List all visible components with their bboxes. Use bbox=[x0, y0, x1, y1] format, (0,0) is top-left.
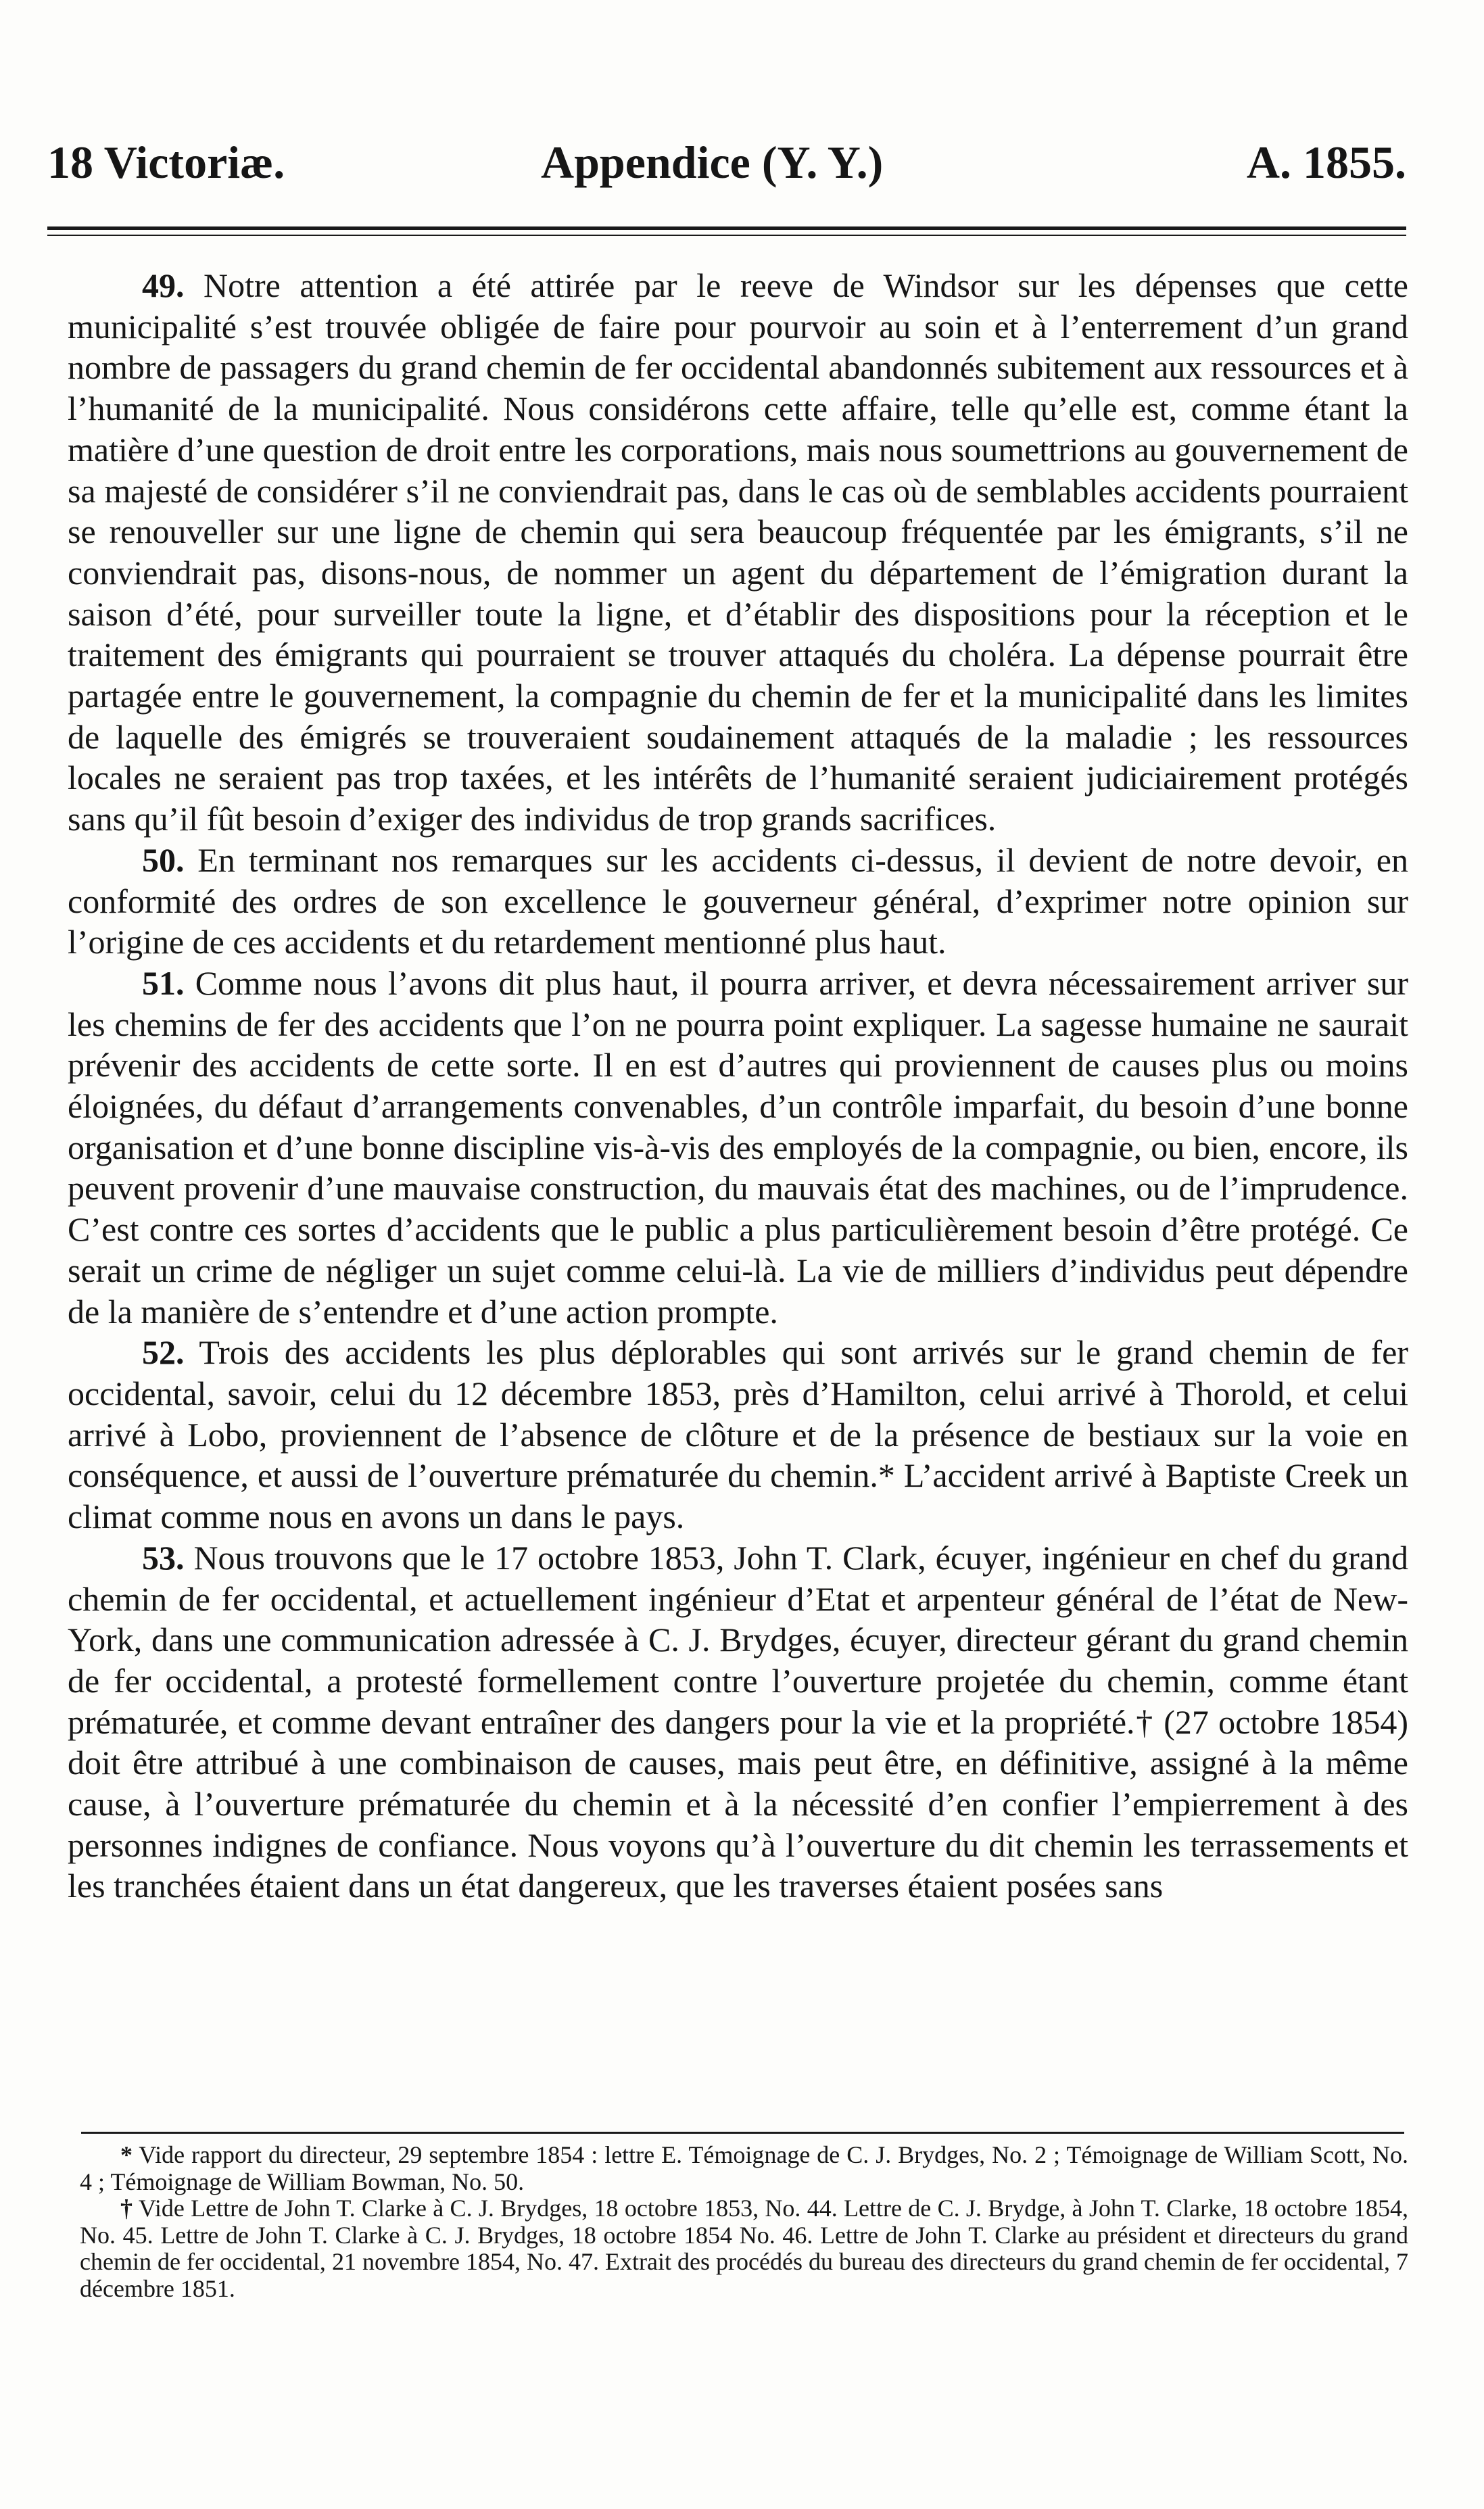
footnote-mark: † bbox=[120, 2195, 133, 2222]
paragraph-number: 51. bbox=[142, 963, 185, 1002]
header-session: 18 Victoriæ. bbox=[47, 137, 285, 188]
paragraph-50 bbox=[68, 840, 1408, 963]
paragraph-51 bbox=[68, 963, 1408, 1332]
header-double-rule bbox=[47, 226, 1406, 236]
footnote-text: Vide Lettre de John T. Clarke à C. J. Brydges, 18 octobre 1853, No. 44. Lettre de C. J. Brydge, à John T. Clarke, 18 octobre 1854, No. 45. Lettre de John T. Clarke à C. J. Brydges, 18 octobre 1854 No. 46. Lettre de John T. Clarke au président et directeurs du grand chemin de fer occidental, 21 novembre 1854, No. 47. Extrait des procédés du bureau des directeurs du grand chemin de fer occidental, 7 décembre 1851. bbox=[80, 2195, 1409, 2302]
footnote-text: Vide rapport du directeur, 29 septembre 1854 : lettre E. Témoignage de C. J. Brydges, No. 2 ; Témoignage de William Scott, No. 4 ; Témoignage de William Bowman, No. 50. bbox=[80, 2141, 1408, 2195]
body-text bbox=[68, 265, 1408, 1907]
paragraph-text: Nous trouvons que le 17 octobre 1853, John T. Clark, écuyer, ingénieur en chef du grand chemin de fer occidental, et actuellement ingénieur d’Etat et arpenteur général de l’état de New-York, dans une communication adressée à C. J. Brydges, écuyer, directeur gérant du grand chemin de fer occidental, a protesté formellement contre l’ouverture projetée du chemin, comme étant prématurée, et comme devant entraîner des dangers pour la vie et la propriété.† (27 octobre 1854) doit être attribué à une combinaison de causes, mais peut être, en définitive, assigné à la même cause, à l’ouverture prématurée du chemin et à la nécessité d’en confier l’empierrement à des personnes indignes de confiance. Nous voyons qu’à l’ouverture du dit chemin les terrassements et les tranchées étaient dans un état dangereux, que les traverses étaient posées sans bbox=[68, 1538, 1408, 1905]
paragraph-text: Trois des accidents les plus déplorables qui sont arrivés sur le grand chemin de fer occidental, savoir, celui du 12 décembre 1853, près d’Hamilton, celui arrivé à Thorold, et celui arrivé à Lobo, proviennent de l’absence de clôture et de la présence de bestiaux sur la voie en conséquence, et aussi de l’ouverture prématurée du chemin.* L’accident arrivé à Baptiste Creek un climat comme nous en avons un dans le pays. bbox=[68, 1333, 1408, 1536]
paragraph-text: En terminant nos remarques sur les accidents ci-dessus, il devient de notre devoir, en conformité des ordres de son excellence le gouverneur général, d’exprimer notre opinion sur l’origine de ces accidents et du retardement mentionné plus haut. bbox=[68, 840, 1408, 961]
header-year: A. 1855. bbox=[1246, 137, 1406, 188]
paragraph-49 bbox=[68, 265, 1408, 840]
footnote-mark: * bbox=[120, 2141, 133, 2168]
paragraph-text: Notre attention a été attirée par le reeve de Windsor sur les dépenses que cette municipalité s’est trouvée obligée de faire pour pourvoir au soin et à l’enterrement d’un grand nombre de passagers du grand chemin de fer occidental abandonnés subitement aux ressources et à l’humanité de la municipalité. Nous considérons cette affaire, telle qu’elle est, comme étant la matière d’une question de droit entre les corporations, mais nous soumettrions au gouvernement de sa majesté de considérer s’il ne conviendrait pas, dans le cas où de semblables accidents pourraient se renouveller sur une ligne de chemin qui sera beaucoup fréquentée par les émigrants, s’il ne conviendrait pas, disons-nous, de nommer un agent du département de l’émigration durant la saison d’été, pour surveiller toute la ligne, et d’établir des dispositions pour la réception et le traitement des émigrants qui pourraient se trouver attaqués du choléra. La dépense pourrait être partagée entre le gouvernement, la compagnie du chemin de fer et la municipalité dans les limites de laquelle des émigrés se trouveraient soudainement attaqués de la maladie ; les ressources locales ne seraient pas trop taxées, et les intérêts de l’humanité seraient judiciairement protégés sans qu’il fût besoin d’exiger des individus de trop grands sacrifices. bbox=[68, 266, 1408, 838]
paragraph-number: 49. bbox=[142, 266, 185, 304]
paragraph-number: 50. bbox=[142, 840, 185, 879]
footnote-dagger bbox=[80, 2195, 1408, 2302]
footnotes bbox=[80, 2142, 1408, 2302]
page-header bbox=[47, 125, 1406, 199]
paragraph-53 bbox=[68, 1537, 1408, 1907]
footnote-divider bbox=[81, 2132, 1404, 2134]
header-appendix: Appendice (Y. Y.) bbox=[541, 137, 884, 188]
paragraph-number: 52. bbox=[142, 1333, 185, 1372]
paragraph-text: Comme nous l’avons dit plus haut, il pourra arriver, et devra nécessairement arriver sur les chemins de fer des accidents que l’on ne pourra point expliquer. La sagesse humaine ne saurait prévenir des accidents de cette sorte. Il en est d’autres qui proviennent de causes plus ou moins éloignées, du défaut d’arrangements convenables, d’un contrôle imparfait, du besoin d’une bonne organisation et d’une bonne discipline vis-à-vis des employés de la compagnie, ou bien, encore, ils peuvent provenir d’une mauvaise construction, du mauvais état des machines, ou de l’imprudence. C’est contre ces sortes d’accidents que le public a plus particulièrement besoin d’être protégé. Ce serait un crime de négliger un sujet comme celui-là. La vie de milliers d’individus peut dépendre de la manière de s’entendre et d’une action prompte. bbox=[68, 963, 1408, 1331]
footnote-star bbox=[80, 2142, 1408, 2195]
paragraph-number: 53. bbox=[142, 1538, 185, 1577]
paragraph-52 bbox=[68, 1332, 1408, 1537]
